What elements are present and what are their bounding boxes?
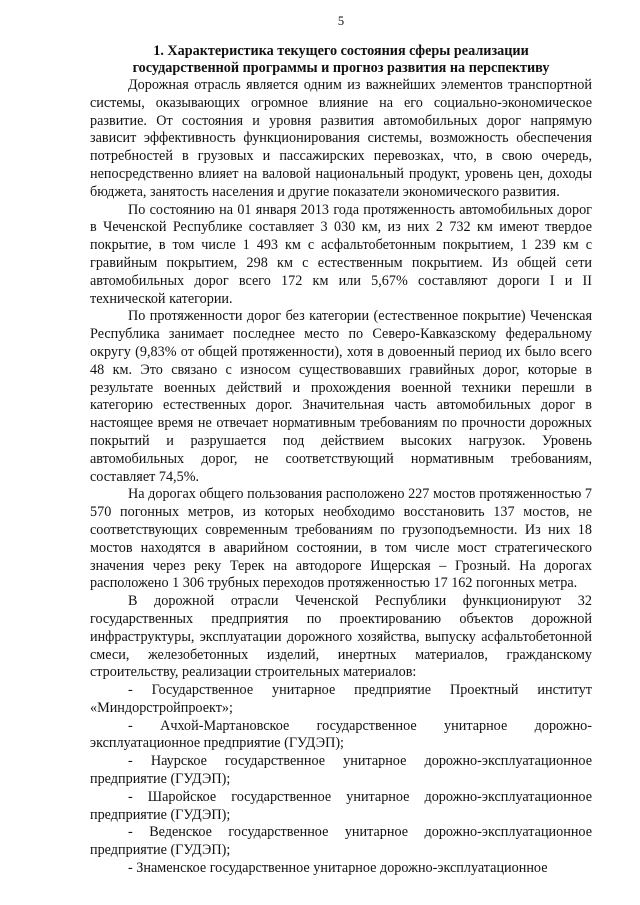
page-number: 5 xyxy=(337,14,345,28)
paragraph: В дорожной отрасли Чеченской Республики функционируют 32 государственных предприятия по проектированию объектов дорожной инфраструктуры, эксплуатации дорожного хозяйства, выпуску асфальтобетонной смеси, железобетонных изделий, инертных материалов, гражданскому строительству, реализации строительных материалов: xyxy=(90,593,592,681)
list-item: - Государственное унитарное предприятие Проектный институт «Миндорстройпроект»; xyxy=(90,682,592,716)
document-page xyxy=(90,14,592,878)
list-item: - Наурское государственное унитарное дорожно-эксплуатационное предприятие (ГУДЭП); xyxy=(90,753,592,788)
list-item: - Ачхой-Мартановское государственное унитарное дорожно-эксплуатационное предприятие (ГУДЭП); xyxy=(90,717,592,752)
list-item: - Знаменское государственное унитарное дорожно-эксплуатационное xyxy=(128,860,548,877)
paragraph: По протяженности дорог без категории (естественное покрытие) Чеченская Республика занимает последнее место по Северо-Кавказскому федеральному округу (9,83% от общей протяженности), хотя в довоенный период их было всего 48 км. Это связано с износом существовавших гравийных дорог, которые в результате военных действий и прохождения военной техники перешли в категорию естественных дорог. Значительная часть автомобильных дорог в настоящее время не отвечает нормативным требованиям по прочности дорожных покрытий и разрушается под действием высоких нагрузок. Уровень автомобильных дорог, не соответствующий нормативным требованиям, составляет 74,5%. xyxy=(90,308,592,485)
paragraph: По состоянию на 01 января 2013 года протяженность автомобильных дорог в Чеченской Республике составляет 3 030 км, из них 2 732 км имеют твердое покрытие, в том числе 1 493 км с асфальтобетонным покрытием, 1 239 км с гравийным покрытием, 298 км с естественным покрытием. Из общей сети автомобильных дорог всего 172 км или 5,67% составляют дороги I и II технической категории. xyxy=(90,201,592,307)
list-item: - Веденское государственное унитарное дорожно-эксплуатационное предприятие (ГУДЭП); xyxy=(90,824,592,859)
list-item: - Шаройское государственное унитарное дорожно-эксплуатационное предприятие (ГУДЭП); xyxy=(90,788,592,823)
paragraph: Дорожная отрасль является одним из важнейших элементов транспортной системы, оказывающих огромное влияние на его социально-экономическое развитие. От состояния и уровня развития автомобильных дорог напрямую зависит эффективность функционирования системы, возможность обеспечения потребностей в грузовых и пассажирских перевозках, что, в свою очередь, непосредственно влияет на валовой национальный продукт, уровень цен, доходы бюджета, занятость населения и другие показатели экономического развития. xyxy=(90,77,592,200)
section-title-line-2: государственной программы и прогноз развития на перспективу xyxy=(132,59,550,76)
paragraph: На дорогах общего пользования расположено 227 мостов протяженностью 7 570 погонных метров, из которых необходимо восстановить 137 мостов, не соответствующих современным требованиям по грузоподъемности. Из них 18 мостов находятся в аварийном состоянии, в том числе мост стратегического значения через реку Терек на автодороге Ищерская – Грозный. На дорогах расположено 1 306 трубных переходов протяженностью 17 162 погонных метра. xyxy=(90,486,592,592)
section-title-line-1: 1. Характеристика текущего состояния сферы реализации xyxy=(153,43,529,59)
